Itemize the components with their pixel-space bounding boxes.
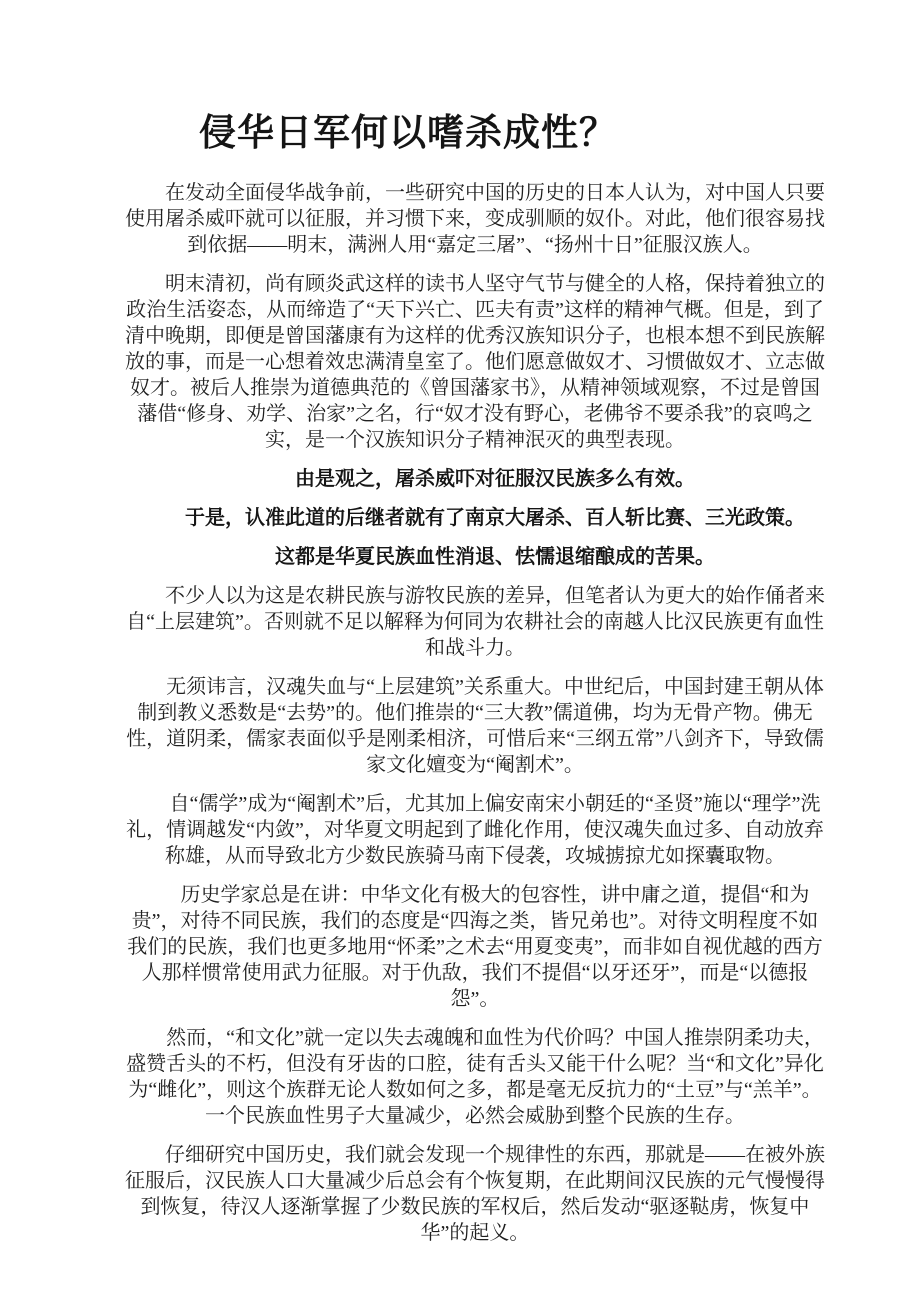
body-paragraph: 仔细研究中国历史，我们就会发现一个规律性的东西，那就是——在被外族征服后，汉民族人口大量减少后总会有个恢复期，在此期间汉民族的元气慢慢得到恢复，待汉人逐渐掌握了少数民族的军权后，然后发动“驱逐鞑虏，恢复中华”的起义。 [125,1144,825,1245]
document-title: 侵华日军何以嗜杀成性？ [199,113,617,154]
body-paragraph: 然而，“和文化”就一定以失去魂魄和血性为代价吗？中国人推崇阴柔功夫，盛赞舌头的不朽，但没有牙齿的口腔，徒有舌头又能干什么呢？当“和文化”异化为“雌化”，则这个族群无论人数如何之多，都是毫无反抗力的“土豆”与“羔羊”。一个民族血性男子大量减少，必然会威胁到整个民族的生存。 [126,1027,824,1128]
body-paragraph: 自“儒学”成为“阉割术”后，尤其加上偏安南宋小朝廷的“圣贤”施以“理学”洗礼，情调越发“内敛”，对华夏文明起到了雌化作用，使汉魂失血过多、自动放弃称雄，从而导致北方少数民族骑马南下侵袭，攻城掳掠尤如探囊取物。 [126,793,824,868]
body-paragraph: 在发动全面侵华战争前，一些研究中国的历史的日本人认为，对中国人只要使用屠杀威吓就可以征服，并习惯下来，变成驯顺的奴仆。对此，他们很容易找到依据——明末，满洲人用“嘉定三屠”、“扬州十日”征服汉族人。 [125,182,825,257]
emphasis-paragraph: 由是观之，屠杀威吓对征服汉民族多么有效。 [255,468,695,491]
emphasis-paragraph: 于是，认准此道的后继者就有了南京大屠杀、百人斩比赛、三光政策。 [145,507,805,530]
body-paragraph: 明末清初，尚有顾炎武这样的读书人坚守气节与健全的人格，保持着独立的政治生活姿态，从而缔造了“天下兴亡、匹夫有责”这样的精神气概。但是，到了清中晚期，即便是曾国藩康有为这样的优秀汉族知识分子，也根本想不到民族解放的事，而是一心想着效忠满清皇室了。他们愿意做奴才、习惯做奴才、立志做奴才。被后人推崇为道德典范的《曾国藩家书》，从精神领域观察，不过是曾国藩借“修身、劝学、治家”之名，行“奴才没有野心，老佛爷不要杀我”的哀鸣之实，是一个汉族知识分子精神泯灭的典型表现。 [125,273,825,452]
body-paragraph: 不少人以为这是农耕民族与游牧民族的差异，但笔者认为更大的始作俑者来自“上层建筑”。否则就不足以解释为何同为农耕社会的南越人比汉民族更有血性和战斗力。 [125,585,825,660]
body-paragraph: 无须讳言，汉魂失血与“上层建筑”关系重大。中世纪后，中国封建王朝从体制到教义悉数是“去势”的。他们推崇的“三大教”儒道佛，均为无骨产物。佛无性，道阴柔，儒家表面似乎是刚柔相济，可惜后来“三纲五常”八剑齐下，导致儒家文化嬗变为“阉割术”。 [126,676,824,777]
emphasis-paragraph: 这都是华夏民族血性消退、怯懦退缩酿成的苦果。 [235,546,715,569]
document-body [125,180,825,1246]
body-paragraph: 历史学家总是在讲：中华文化有极大的包容性，讲中庸之道，提倡“和为贵”，对待不同民族，我们的态度是“四海之类，皆兄弟也”。对待文明程度不如我们的民族，我们也更多地用“怀柔”之术去“用夏变夷”，而非如自视优越的西方人那样惯常使用武力征服。对于仇敌，我们不提倡“以牙还牙”，而是“以德报怨”。 [127,884,823,1011]
